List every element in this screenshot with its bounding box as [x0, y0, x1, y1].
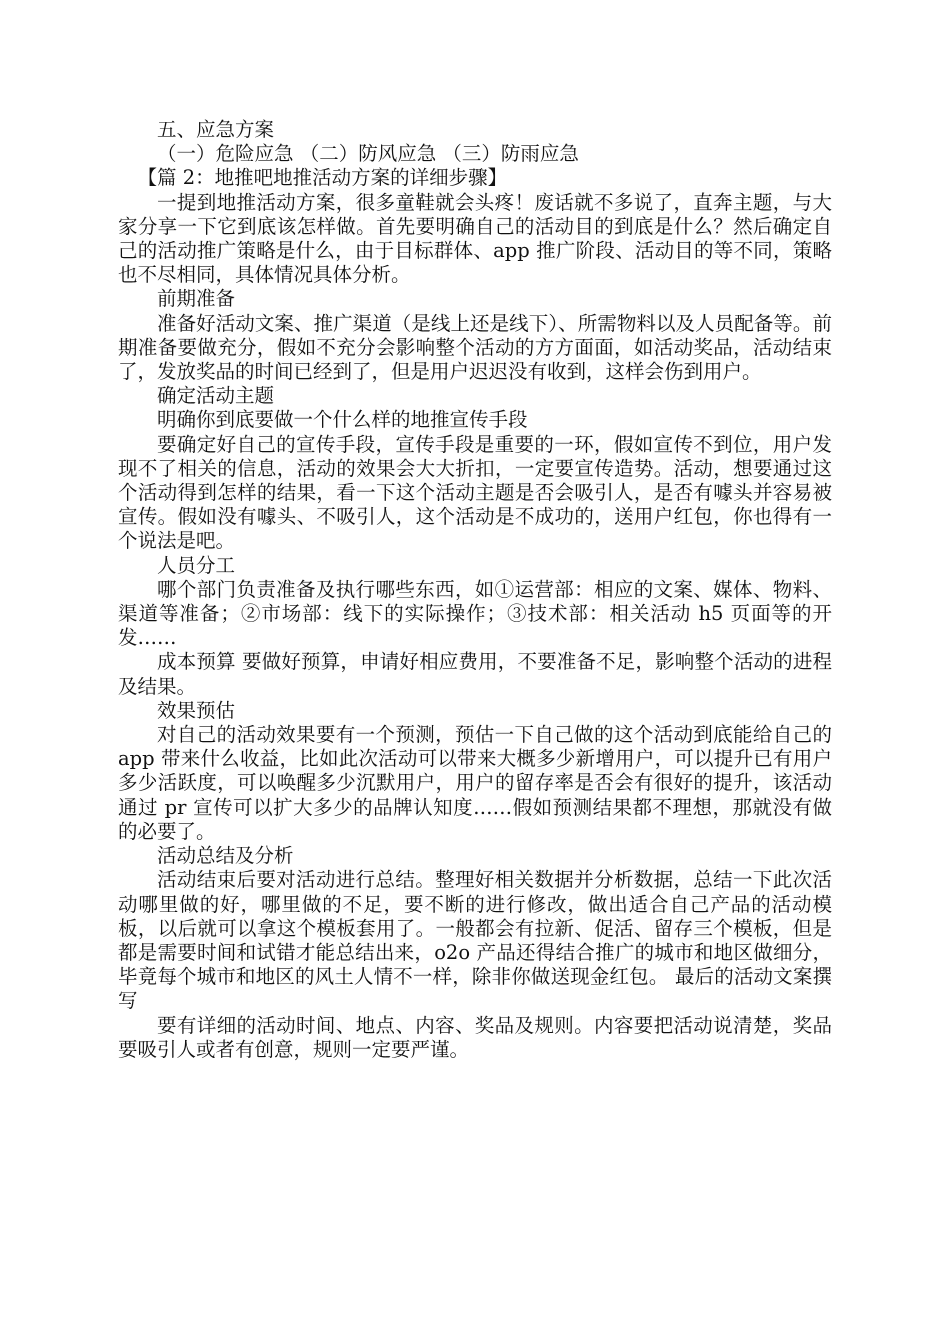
- emergency-subitems: （一）危险应急 （二）防风应急 （三）防雨应急: [157, 142, 579, 166]
- article-title: 【篇 2：地推吧地推活动方案的详细步骤】: [137, 166, 508, 190]
- document-body: [118, 118, 832, 1062]
- summary-paragraph: 活动结束后要对活动进行总结。整理好相关数据并分析数据，总结一下此次活动哪里做的好，哪里做的不足，要不断的进行修改，做出适合自己产品的活动模板，以后就可以拿这个模板套用了。一般都会有拉新、促活、留存三个模板，但是都是需要时间和试错才能总结出来，o2o 产品还得结合推广的城市和地区做细分，毕竟每个城市和地区的风土人情不一样，除非你做送现金红包。 最后的活动文案撰写: [118, 868, 832, 1013]
- heading-theme: 确定活动主题: [157, 384, 275, 408]
- theme-paragraph: 要确定好自己的宣传手段，宣传手段是重要的一环，假如宣传不到位，用户发现不了相关的信息，活动的效果会大大折扣，一定要宣传造势。活动，想要通过这个活动得到怎样的结果，看一下这个活动主题是否会吸引人，是否有噱头并容易被宣传。假如没有噱头、不吸引人，这个活动是不成功的，送用户红包，你也得有一个说法是吧。: [118, 432, 832, 553]
- heading-preparation: 前期准备: [157, 287, 236, 311]
- theme-subheading: 明确你到底要做一个什么样的地推宣传手段: [157, 408, 528, 432]
- heading-summary: 活动总结及分析: [157, 844, 294, 868]
- section-heading-emergency-plan: 五、应急方案: [157, 118, 275, 141]
- heading-staffing: 人员分工: [157, 553, 236, 577]
- staffing-paragraph: 哪个部门负责准备及执行哪些东西，如①运营部：相应的文案、媒体、物料、渠道等准备；②市场部：线下的实际操作；③技术部：相关活动 h5 页面等的开发……: [118, 577, 832, 650]
- copywriting-paragraph: 要有详细的活动时间、地点、内容、奖品及规则。内容要把活动说清楚，奖品要吸引人或者有创意，规则一定要严谨。: [118, 1013, 832, 1061]
- budget-paragraph: 成本预算 要做好预算，申请好相应费用，不要准备不足，影响整个活动的进程及结果。: [118, 650, 832, 698]
- estimation-paragraph: 对自己的活动效果要有一个预测，预估一下自己做的这个活动到底能给自己的 app 带来什么收益，比如此次活动可以带来大概多少新增用户，可以提升已有用户多少活跃度，可以唤醒多少沉默用户，用户的留存率是否会有很好的提升，该活动通过 pr 宣传可以扩大多少的品牌认知度……假如预测结果都不理想，那就没有做的必要了。: [118, 723, 832, 843]
- preparation-paragraph: 准备好活动文案、推广渠道（是线上还是线下）、所需物料以及人员配备等。前期准备要做充分，假如不充分会影响整个活动的方方面面，如活动奖品，活动结束了，发放奖品的时间已经到了，但是用户迟迟没有收到，这样会伤到用户。: [118, 311, 832, 384]
- heading-estimation: 效果预估: [157, 698, 236, 722]
- intro-paragraph: 一提到地推活动方案，很多童鞋就会头疼！废话就不多说了，直奔主题，与大家分享一下它到底该怎样做。首先要明确自己的活动目的到底是什么？然后确定自己的活动推广策略是什么，由于目标群体、app 推广阶段、活动目的等不同，策略也不尽相同，具体情况具体分析。: [118, 190, 832, 287]
